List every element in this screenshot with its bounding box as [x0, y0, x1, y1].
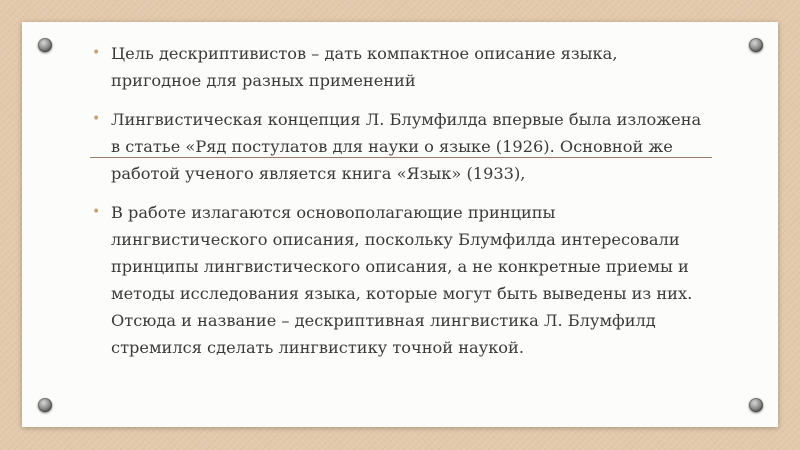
bullet-item	[90, 40, 710, 94]
divider-line	[90, 157, 712, 158]
bullet-text: В работе излагаются основополагающие принципы лингвистического описания, поскольку Блумфилда интересовали принципы лингвистического описания, а не конкретные приемы и методы исследования языка, которые могут быть выведены из них. Отсюда и название – дескриптивная лингвистика Л. Блумфилд стремился сделать лингвистику точной наукой.	[111, 203, 693, 357]
pushpin-icon	[38, 398, 52, 412]
bullet-icon: •	[92, 204, 101, 220]
bullet-icon: •	[92, 45, 101, 61]
pushpin-icon	[749, 38, 763, 52]
pushpin-icon	[38, 38, 52, 52]
bullet-list	[90, 40, 710, 373]
bullet-item	[90, 106, 710, 187]
bullet-item	[90, 199, 710, 361]
bullet-text: Лингвистическая концепция Л. Блумфилда впервые была изложена в статье «Ряд постулатов для науки о языке (1926). Основной же работой ученого является книга «Язык» (1933),	[111, 110, 702, 183]
bullet-text: Цель дескриптивистов – дать компактное описание языка, пригодное для разных применений	[111, 44, 618, 90]
bullet-icon: •	[92, 111, 101, 127]
pushpin-icon	[749, 398, 763, 412]
